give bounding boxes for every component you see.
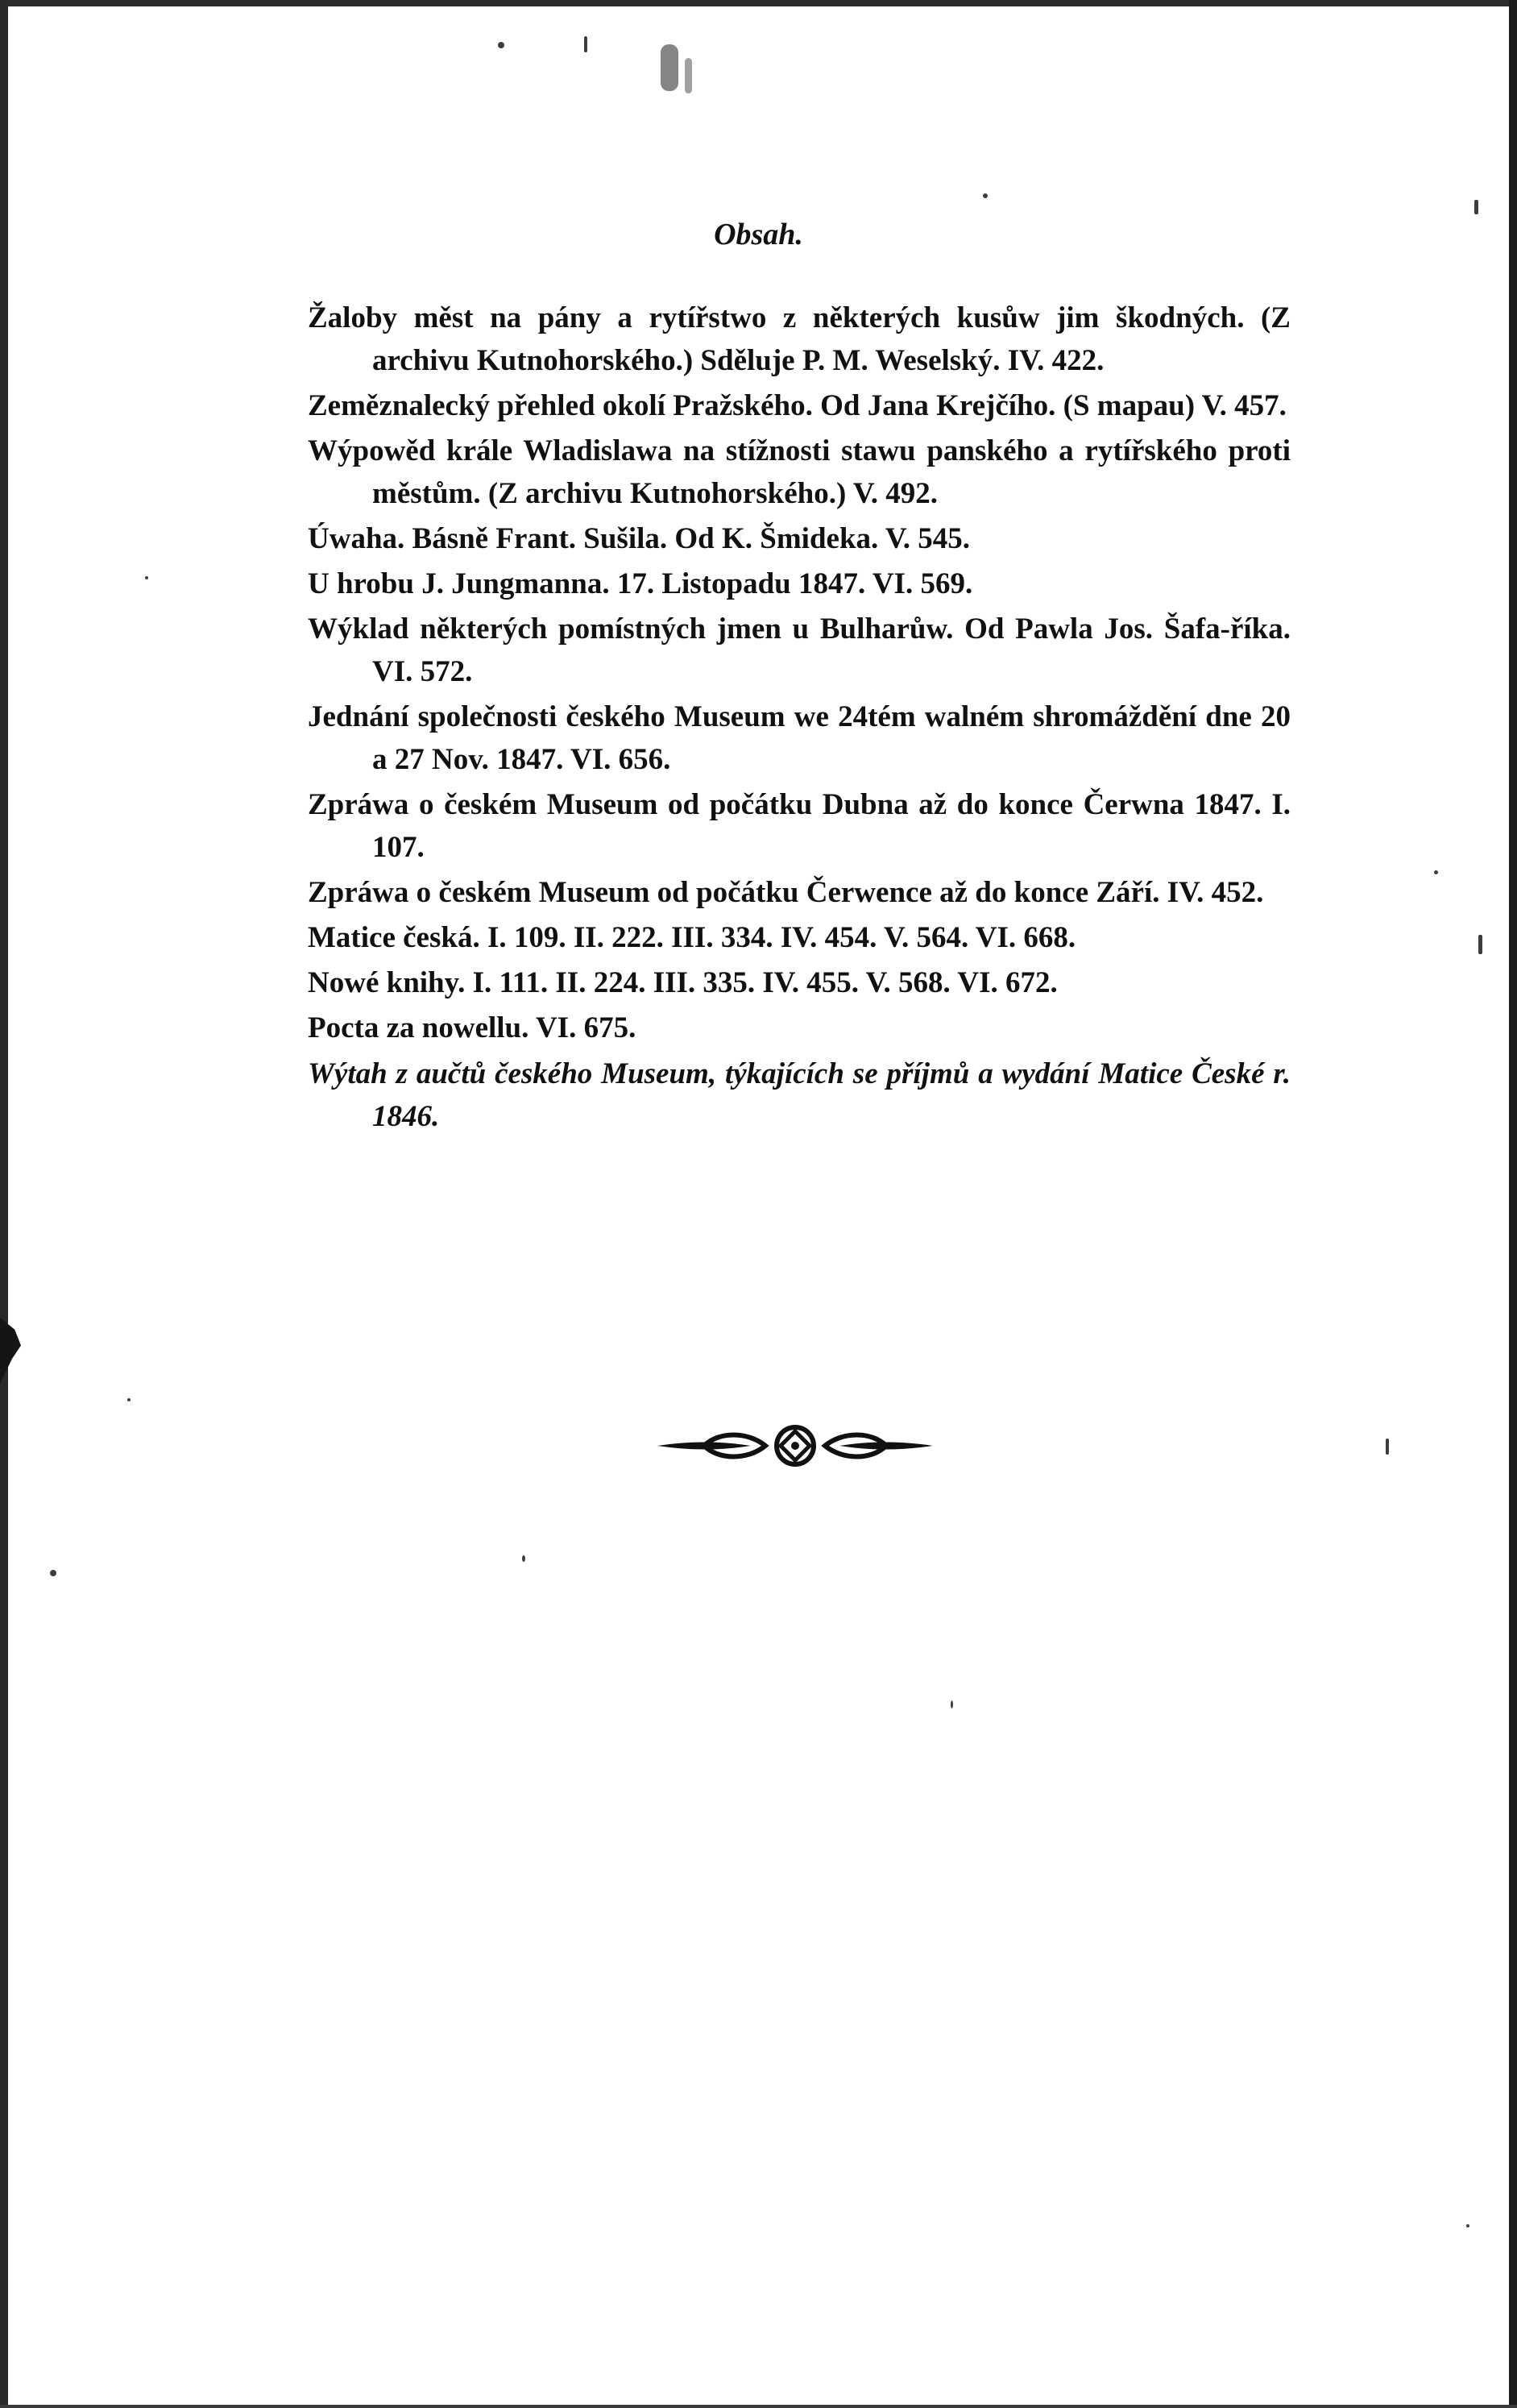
scan-speck — [127, 1398, 131, 1401]
toc-entry: U hrobu J. Jungmanna. 17. Listopadu 1847. VI. 569. — [308, 567, 973, 600]
scan-edge-mark — [0, 1318, 21, 1384]
scan-speck — [661, 44, 678, 91]
scan-edge-right — [1509, 0, 1517, 2408]
toc-entry: Zeměznalecký přehled okolí Pražského. Od Jana Krejčího. (S mapau) V. 457. — [308, 389, 1287, 422]
toc-entry: Pocta za nowellu. VI. 675. — [308, 1011, 636, 1044]
toc-entry: Zpráwa o českém Museum od počátku Dubna až do konce Čerwna 1847. I. 107. — [308, 788, 1291, 864]
toc-entry: Matice česká. I. 109. II. 222. III. 334. IV. 454. V. 564. VI. 668. — [308, 921, 1076, 954]
toc-entry: Úwaha. Básně Frant. Sušila. Od K. Šmideka. V. 545. — [308, 522, 971, 555]
decorative-scroll-divider-icon — [654, 1425, 936, 1467]
toc-entry: Žaloby měst na pány a rytířstwo z některých kusůw jim škodných. (Z archivu Kutnohorského.) Sděluje P. M. Weselský. IV. 422. — [308, 301, 1291, 377]
scan-speck — [983, 193, 988, 198]
scan-speck — [522, 1555, 525, 1562]
scan-speck — [1478, 935, 1482, 954]
toc-entry: Wýpowěd krále Wladislawa na stížnosti stawu panského a rytířského proti městům. (Z archivu Kutnohorského.) V. 492. — [308, 434, 1291, 510]
table-of-contents — [308, 297, 1291, 1138]
toc-entry: Nowé knihy. I. 111. II. 224. III. 335. IV. 455. V. 568. VI. 672. — [308, 966, 1058, 999]
scan-speck — [50, 1570, 56, 1576]
scan-speck — [1434, 870, 1438, 874]
scan-speck — [685, 58, 692, 93]
scan-speck — [145, 576, 148, 579]
scan-speck — [1474, 200, 1478, 214]
toc-entry: Zpráwa o českém Museum od počátku Čerwence až do konce Září. IV. 452. — [308, 876, 1264, 909]
scan-speck — [1466, 2224, 1469, 2227]
page-title: Obsah. — [714, 218, 803, 251]
toc-entry-closing: Wýtah z aučtů českého Museum, týkajících se příjmů a wydání Matice České r. 1846. — [308, 1057, 1291, 1133]
scan-edge-left — [0, 0, 8, 2408]
scan-speck — [951, 1700, 953, 1708]
scan-edge-top — [0, 0, 1517, 6]
scan-edge-bottom — [0, 2405, 1517, 2408]
toc-entry: Jednání společnosti českého Museum we 24tém walném shromáždění dne 20 a 27 Nov. 1847. VI. 656. — [308, 700, 1291, 776]
toc-entry: Wýklad některých pomístných jmen u Bulharůw. Od Pawla Jos. Šafa-říka. VI. 572. — [308, 612, 1291, 688]
scan-speck — [584, 36, 587, 52]
scan-speck — [1386, 1439, 1389, 1455]
scan-speck — [498, 42, 504, 48]
